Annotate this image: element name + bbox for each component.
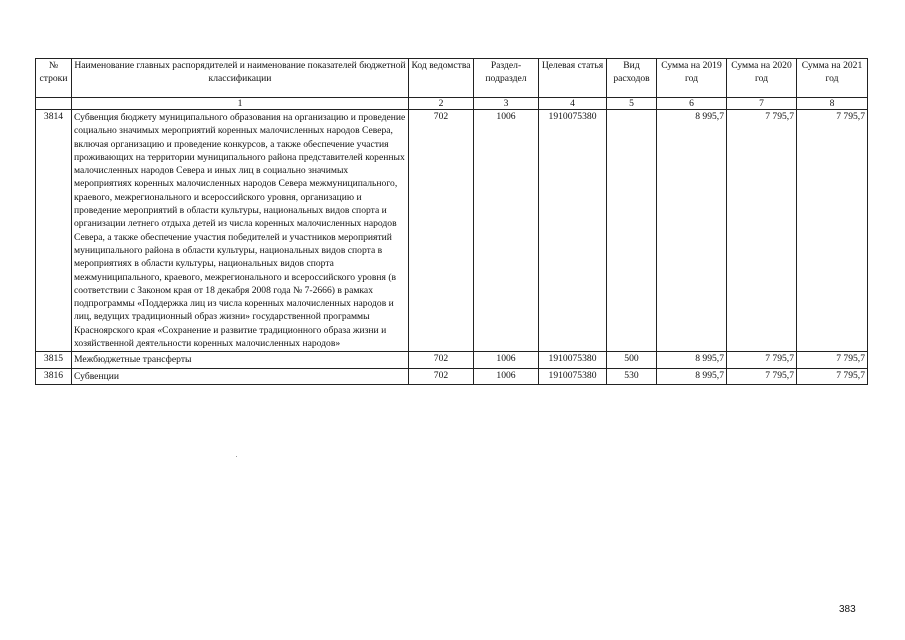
column-number: 4 <box>539 98 607 110</box>
line-number-cell: 3816 <box>36 368 72 384</box>
header-sum-2019: Сумма на 2019 год <box>657 59 727 98</box>
page-number: 383 <box>839 604 856 615</box>
expense-type-cell: 530 <box>607 368 657 384</box>
target-article-cell: 1910075380 <box>539 368 607 384</box>
section-cell: 1006 <box>474 368 539 384</box>
section-cell: 1006 <box>474 352 539 368</box>
target-article-cell: 1910075380 <box>539 352 607 368</box>
header-section: Раздел-подраздел <box>474 59 539 98</box>
name-cell: Межбюджетные трансферты <box>72 352 409 368</box>
sum-2020-cell: 7 795,7 <box>727 110 797 352</box>
line-number-cell: 3814 <box>36 110 72 352</box>
sum-2020-cell: 7 795,7 <box>727 352 797 368</box>
table-row <box>36 368 868 384</box>
header-dept-code: Код ведомства <box>409 59 474 98</box>
column-number-row <box>36 98 868 110</box>
name-cell: Субвенция бюджету муниципального образования на организацию и проведение социально значимых мероприятий коренных малочисленных народов Севера, включая организацию и проведение конкурсов, а также обеспечение участия проживающих на территории муниципального района представителей коренных малочисленных народов Севера и иных лиц в социально значимых мероприятиях коренных малочисленных народов Севера межмуниципального, краевого, межрегионального и всероссийского уровня, организацию и проведение мероприятий в области культуры, национальных видов спорта и организации летнего отдыха детей из числа коренных малочисленных народов Севера, а также обеспечение участия победителей и участников мероприятий муниципального района в области культуры, национальных видов спорта в мероприятиях в области культуры, национальных видов спорта межмуниципального, краевого, межрегионального и всероссийского уровня (в соответствии с Законом края от 18 декабря 2008 года № 7-2666) в рамках подпрограммы «Поддержка лиц из числа коренных малочисленных народов и лиц, ведущих традиционный образ жизни» государственной программы Красноярского края «Сохранение и развитие традиционного образа жизни и хозяйственной деятельности коренных малочисленных народов» <box>72 110 409 352</box>
table-row <box>36 110 868 352</box>
dept-code-cell: 702 <box>409 110 474 352</box>
sum-2019-cell: 8 995,7 <box>657 368 727 384</box>
header-target-article: Целевая статья <box>539 59 607 98</box>
header-sum-2021: Сумма на 2021 год <box>797 59 868 98</box>
column-number: 3 <box>474 98 539 110</box>
sum-2019-cell: 8 995,7 <box>657 110 727 352</box>
expense-type-cell <box>607 110 657 352</box>
column-number: 5 <box>607 98 657 110</box>
header-sum-2020: Сумма на 2020 год <box>727 59 797 98</box>
target-article-cell: 1910075380 <box>539 110 607 352</box>
column-number: 6 <box>657 98 727 110</box>
header-line-number: № строки <box>36 59 72 98</box>
header-row <box>36 59 868 98</box>
name-cell: Субвенции <box>72 368 409 384</box>
sum-2019-cell: 8 995,7 <box>657 352 727 368</box>
sum-2021-cell: 7 795,7 <box>797 110 868 352</box>
column-number: 8 <box>797 98 868 110</box>
line-number-cell: 3815 <box>36 352 72 368</box>
column-number: 7 <box>727 98 797 110</box>
header-expense-type: Вид расходов <box>607 59 657 98</box>
scan-speck <box>236 456 237 457</box>
header-name: Наименование главных распорядителей и наименование показателей бюджетной классификации <box>72 59 409 98</box>
sum-2021-cell: 7 795,7 <box>797 352 868 368</box>
budget-table <box>35 58 868 385</box>
table-row <box>36 352 868 368</box>
column-number <box>36 98 72 110</box>
sum-2020-cell: 7 795,7 <box>727 368 797 384</box>
sum-2021-cell: 7 795,7 <box>797 368 868 384</box>
column-number: 1 <box>72 98 409 110</box>
dept-code-cell: 702 <box>409 368 474 384</box>
expense-type-cell: 500 <box>607 352 657 368</box>
column-number: 2 <box>409 98 474 110</box>
section-cell: 1006 <box>474 110 539 352</box>
dept-code-cell: 702 <box>409 352 474 368</box>
